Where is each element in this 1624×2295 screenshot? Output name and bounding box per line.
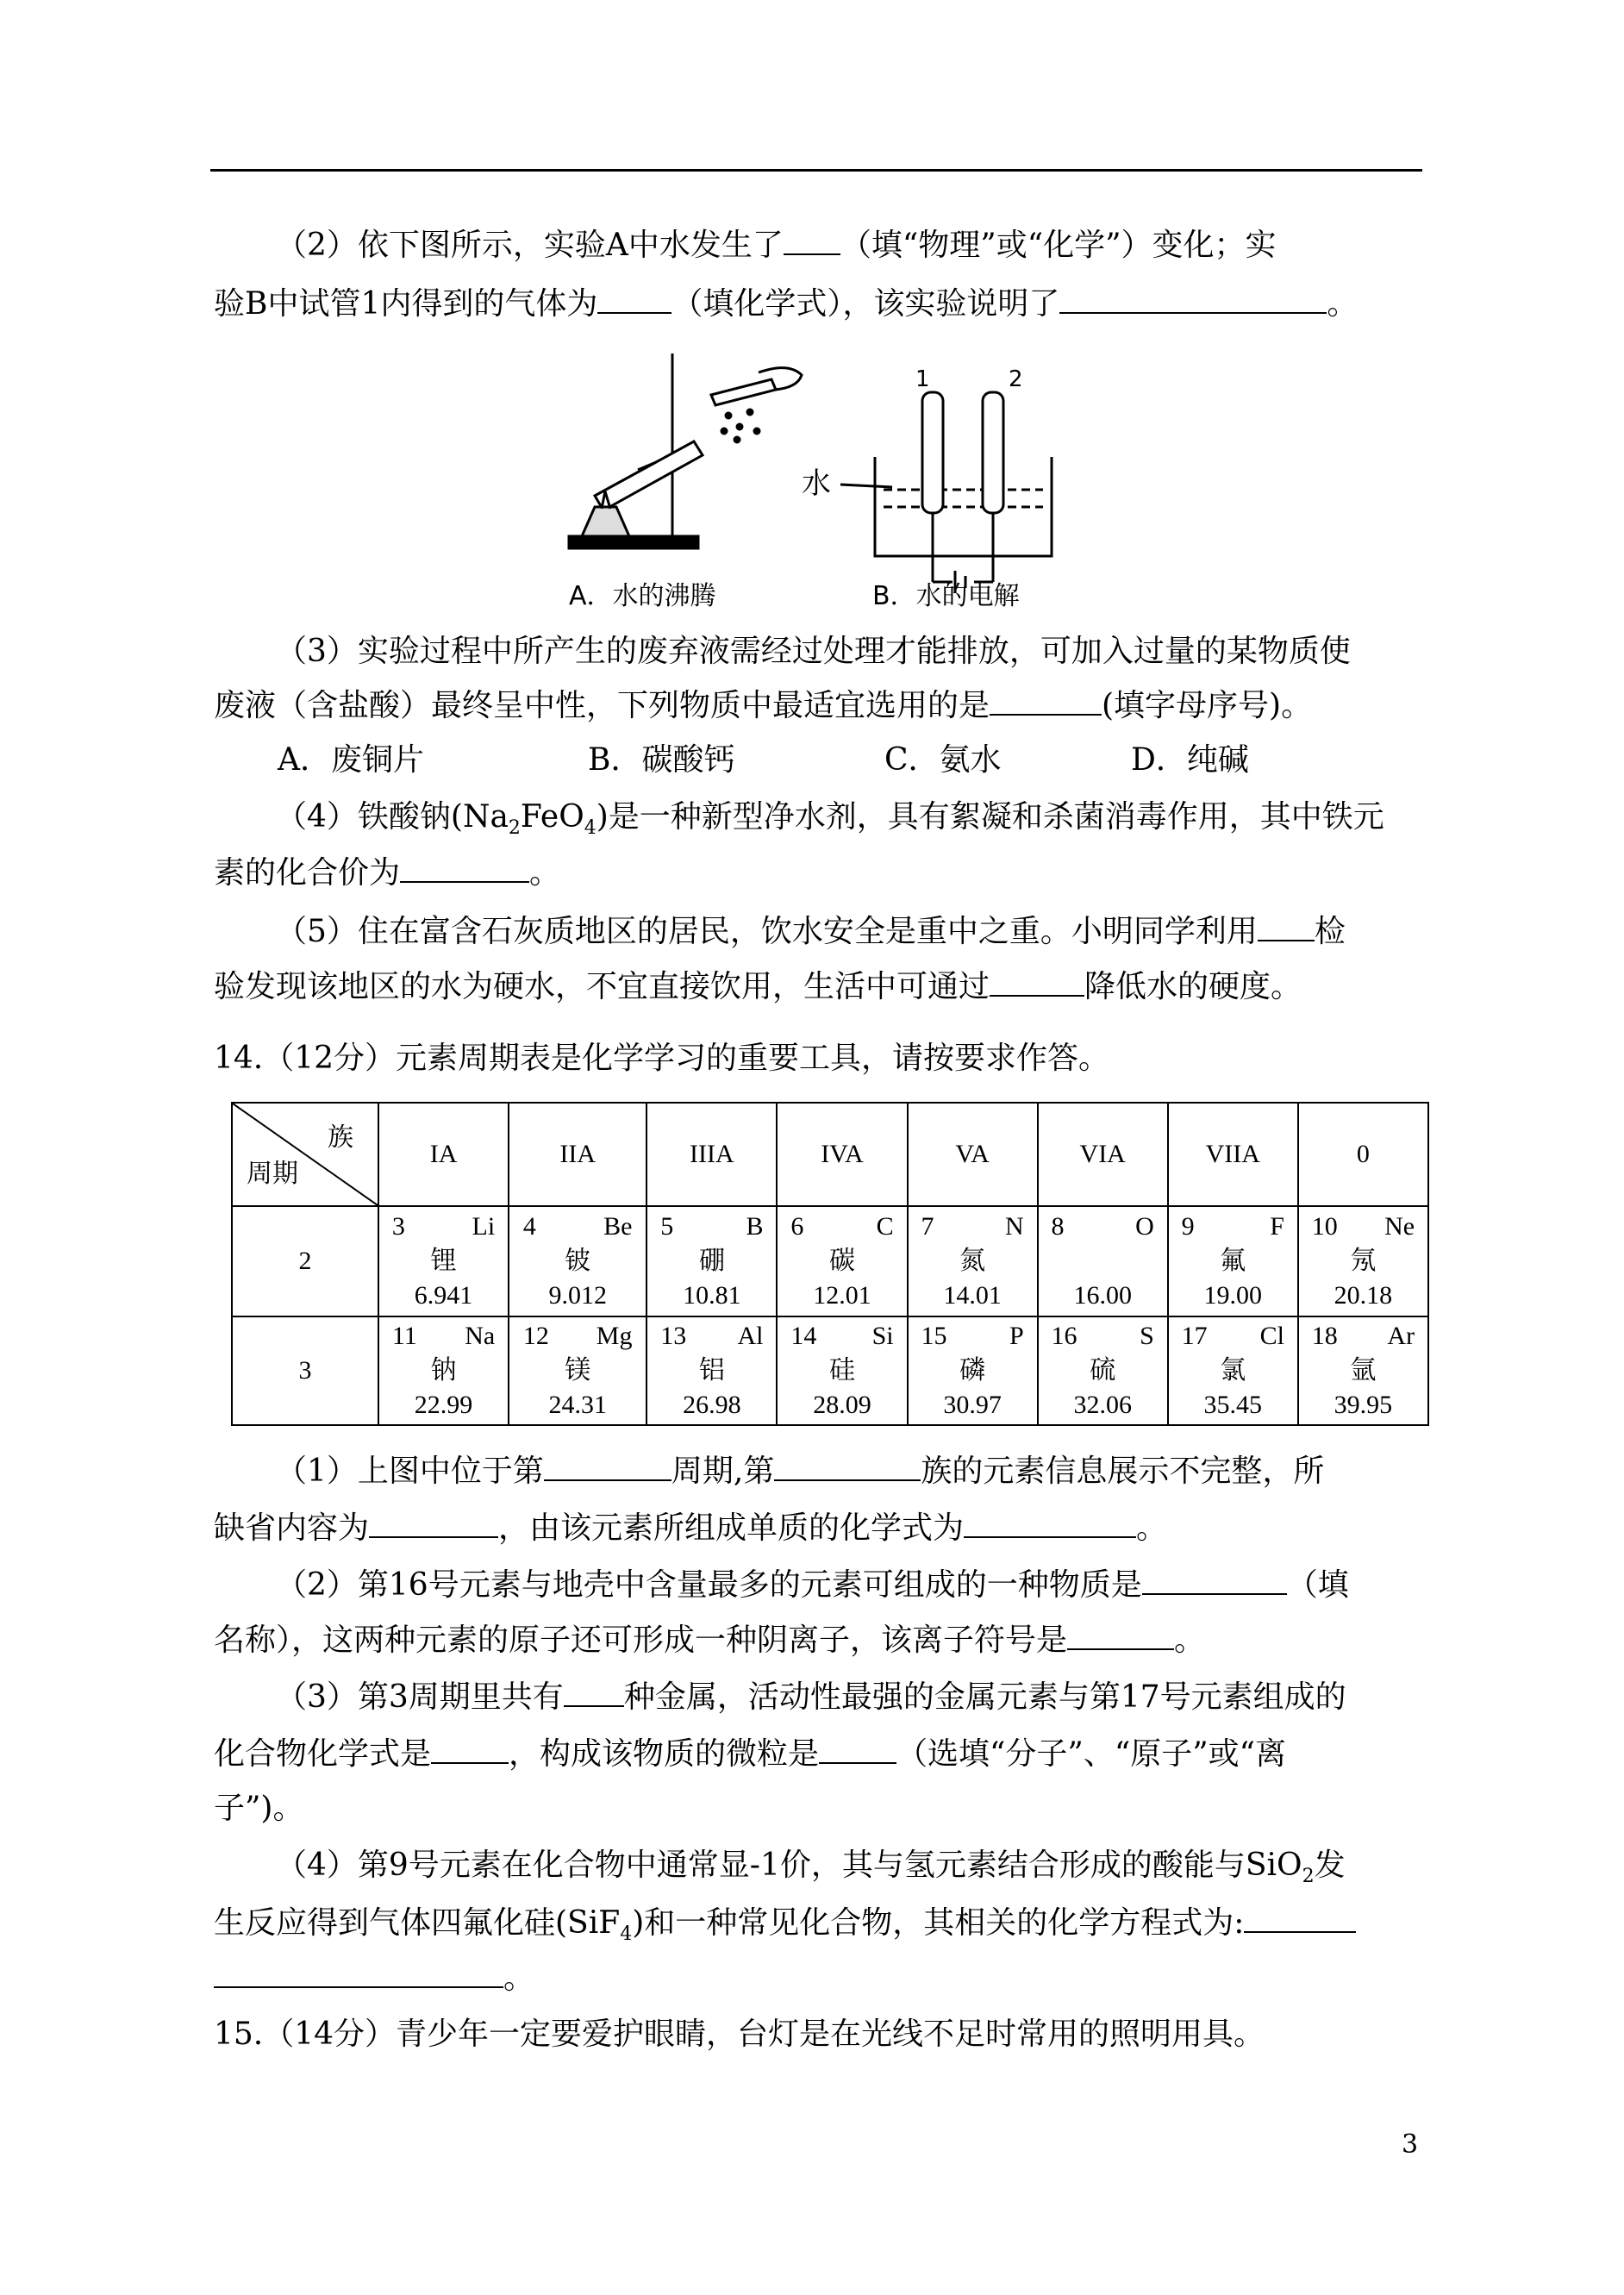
q14-part4-line3: 。 — [214, 1959, 534, 1998]
option-d[interactable]: D．纯碱 — [1131, 742, 1249, 778]
q13-part2-line1: （2）依下图所示，实验A中水发生了 （填“物理”或“化学”）变化；实 — [276, 228, 1277, 263]
table-row-period-3 — [232, 1316, 1428, 1425]
group-header: VIIA — [1168, 1103, 1298, 1206]
element-cell: 7 N 氮 14.01 — [908, 1206, 1038, 1316]
figure-caption-a: A．水的沸腾 — [569, 581, 716, 611]
q13-part3-line2: 废液（含盐酸）最终呈中性，下列物质中最适宜选用的是 (填字母序号)。 — [214, 688, 1313, 723]
element-cell: 9 F 氟 19.00 — [1168, 1206, 1298, 1316]
period-label: 2 — [232, 1206, 378, 1316]
element-cell: 11 Na 钠 22.99 — [378, 1316, 509, 1425]
element-cell: 5 B 硼 10.81 — [646, 1206, 777, 1316]
q14-part1-line2: 缺省内容为 ，由该元素所组成单质的化学式为 。 — [214, 1510, 1168, 1546]
figure-caption-b: B．水的电解 — [872, 581, 1020, 611]
q14-part3-line2: 化合物化学式是 ，构成该物质的微粒是 （选填“分子”、“原子”或“离 — [214, 1736, 1287, 1772]
group-header: IIA — [509, 1103, 646, 1206]
table-row-period-2 — [232, 1206, 1428, 1316]
q13-part5-line2: 验发现该地区的水为硬水，不宜直接饮用，生活中可通过 降低水的硬度。 — [214, 969, 1302, 1004]
q14-part2-line1: （2）第16号元素与地壳中含量最多的元素可组成的一种物质是 （填 — [276, 1567, 1349, 1603]
element-cell: 18 Ar 氩 39.95 — [1298, 1316, 1428, 1425]
group-header-label: 族 — [328, 1122, 353, 1153]
option-b[interactable]: B．碳酸钙 — [588, 742, 735, 778]
element-cell: 6 C 碳 12.01 — [777, 1206, 907, 1316]
answer-blank[interactable] — [214, 1959, 503, 1988]
option-c[interactable]: C．氨水 — [884, 742, 1002, 778]
header-rule — [210, 169, 1422, 172]
element-cell: 16 S 硫 32.06 — [1038, 1316, 1168, 1425]
answer-blank[interactable] — [774, 1452, 921, 1481]
element-cell: 13 Al 铝 26.98 — [646, 1316, 777, 1425]
element-cell: 15 P 磷 30.97 — [908, 1316, 1038, 1425]
element-cell: 12 Mg 镁 24.31 — [509, 1316, 646, 1425]
group-header: VA — [908, 1103, 1038, 1206]
page-number: 3 — [1402, 2129, 1419, 2160]
periodic-table — [231, 1102, 1429, 1426]
group-header: IVA — [777, 1103, 907, 1206]
answer-blank[interactable] — [784, 226, 840, 255]
group-header: IIIA — [646, 1103, 777, 1206]
q14-part3-line3: 子”)。 — [214, 1791, 304, 1826]
q14-part1-line1: （1）上图中位于第 周期,第 族的元素信息展示不完整，所 — [276, 1454, 1325, 1489]
period-header-label: 周期 — [247, 1159, 298, 1189]
experiment-figure — [543, 345, 1077, 612]
period-label: 3 — [232, 1316, 378, 1425]
q14-part3-line1: （3）第3周期里共有 种金属，活动性最强的金属元素与第17号元素组成的 — [276, 1679, 1346, 1715]
element-cell: 4 Be 铍 9.012 — [509, 1206, 646, 1316]
group-header: IA — [378, 1103, 509, 1206]
experiment-illustration — [543, 345, 1077, 612]
element-cell: 3 Li 锂 6.941 — [378, 1206, 509, 1316]
answer-blank[interactable] — [400, 854, 529, 883]
answer-blank[interactable] — [1142, 1566, 1287, 1595]
answer-blank[interactable] — [1258, 912, 1315, 941]
answer-blank[interactable] — [964, 1509, 1136, 1538]
group-header: 0 — [1298, 1103, 1428, 1206]
q14-part4-line1: （4）第9号元素在化合物中通常显-1价，其与氢元素结合形成的酸能与SiO$_2$发 — [276, 1848, 1346, 1888]
element-cell: 8 O 16.00 — [1038, 1206, 1168, 1316]
answer-blank[interactable] — [369, 1509, 498, 1538]
q13-part2-line2: 验B中试管1内得到的气体为 （填化学式），该实验说明了 。 — [214, 286, 1359, 322]
answer-blank[interactable] — [1067, 1621, 1174, 1650]
q13-part4-line1: （4）铁酸钠$(Na_2FeO_4)$是一种新型净水剂，具有絮凝和杀菌消毒作用，其中铁元 — [276, 799, 1384, 840]
answer-blank[interactable] — [1244, 1904, 1356, 1933]
answer-blank[interactable] — [1059, 285, 1327, 314]
option-a[interactable]: A．废铜片 — [278, 742, 424, 778]
answer-blank[interactable] — [597, 285, 671, 314]
answer-blank[interactable] — [990, 967, 1084, 997]
tube-2-label: 2 — [1009, 366, 1023, 392]
q13-part5-line1: （5）住在富含石灰质地区的居民，饮水安全是重中之重。小明同学利用 检 — [276, 914, 1346, 949]
answer-blank[interactable] — [564, 1678, 624, 1707]
answer-blank[interactable] — [990, 686, 1102, 716]
water-label: 水 — [802, 466, 831, 501]
group-header: VIA — [1038, 1103, 1168, 1206]
q14-title: 14.（12分）元素周期表是化学学习的重要工具，请按要求作答。 — [214, 1041, 1110, 1076]
answer-blank[interactable] — [819, 1735, 896, 1764]
answer-blank[interactable] — [431, 1735, 509, 1764]
tube-1-label: 1 — [915, 366, 930, 392]
table-corner-cell — [232, 1103, 378, 1206]
q13-options — [278, 741, 1249, 779]
answer-blank[interactable] — [544, 1452, 671, 1481]
element-cell: 14 Si 硅 28.09 — [777, 1316, 907, 1425]
q15-title: 15.（14分）青少年一定要爱护眼睛，台灯是在光线不足时常用的照明用具。 — [214, 2017, 1265, 2052]
q14-part4-line2: 生反应得到气体四氟化硅(SiF$_4$)和一种常见化合物，其相关的化学方程式为: — [214, 1904, 1356, 1954]
q14-part2-line2: 名称），这两种元素的原子还可形成一种阴离子，该离子符号是 。 — [214, 1623, 1206, 1658]
q13-part3-line1: （3）实验过程中所产生的废弃液需经过处理才能排放，可加入过量的某物质使 — [276, 634, 1351, 669]
q13-part4-line2: 素的化合价为 。 — [214, 855, 561, 891]
element-cell: 17 Cl 氯 35.45 — [1168, 1316, 1298, 1425]
element-cell: 10 Ne 氖 20.18 — [1298, 1206, 1428, 1316]
